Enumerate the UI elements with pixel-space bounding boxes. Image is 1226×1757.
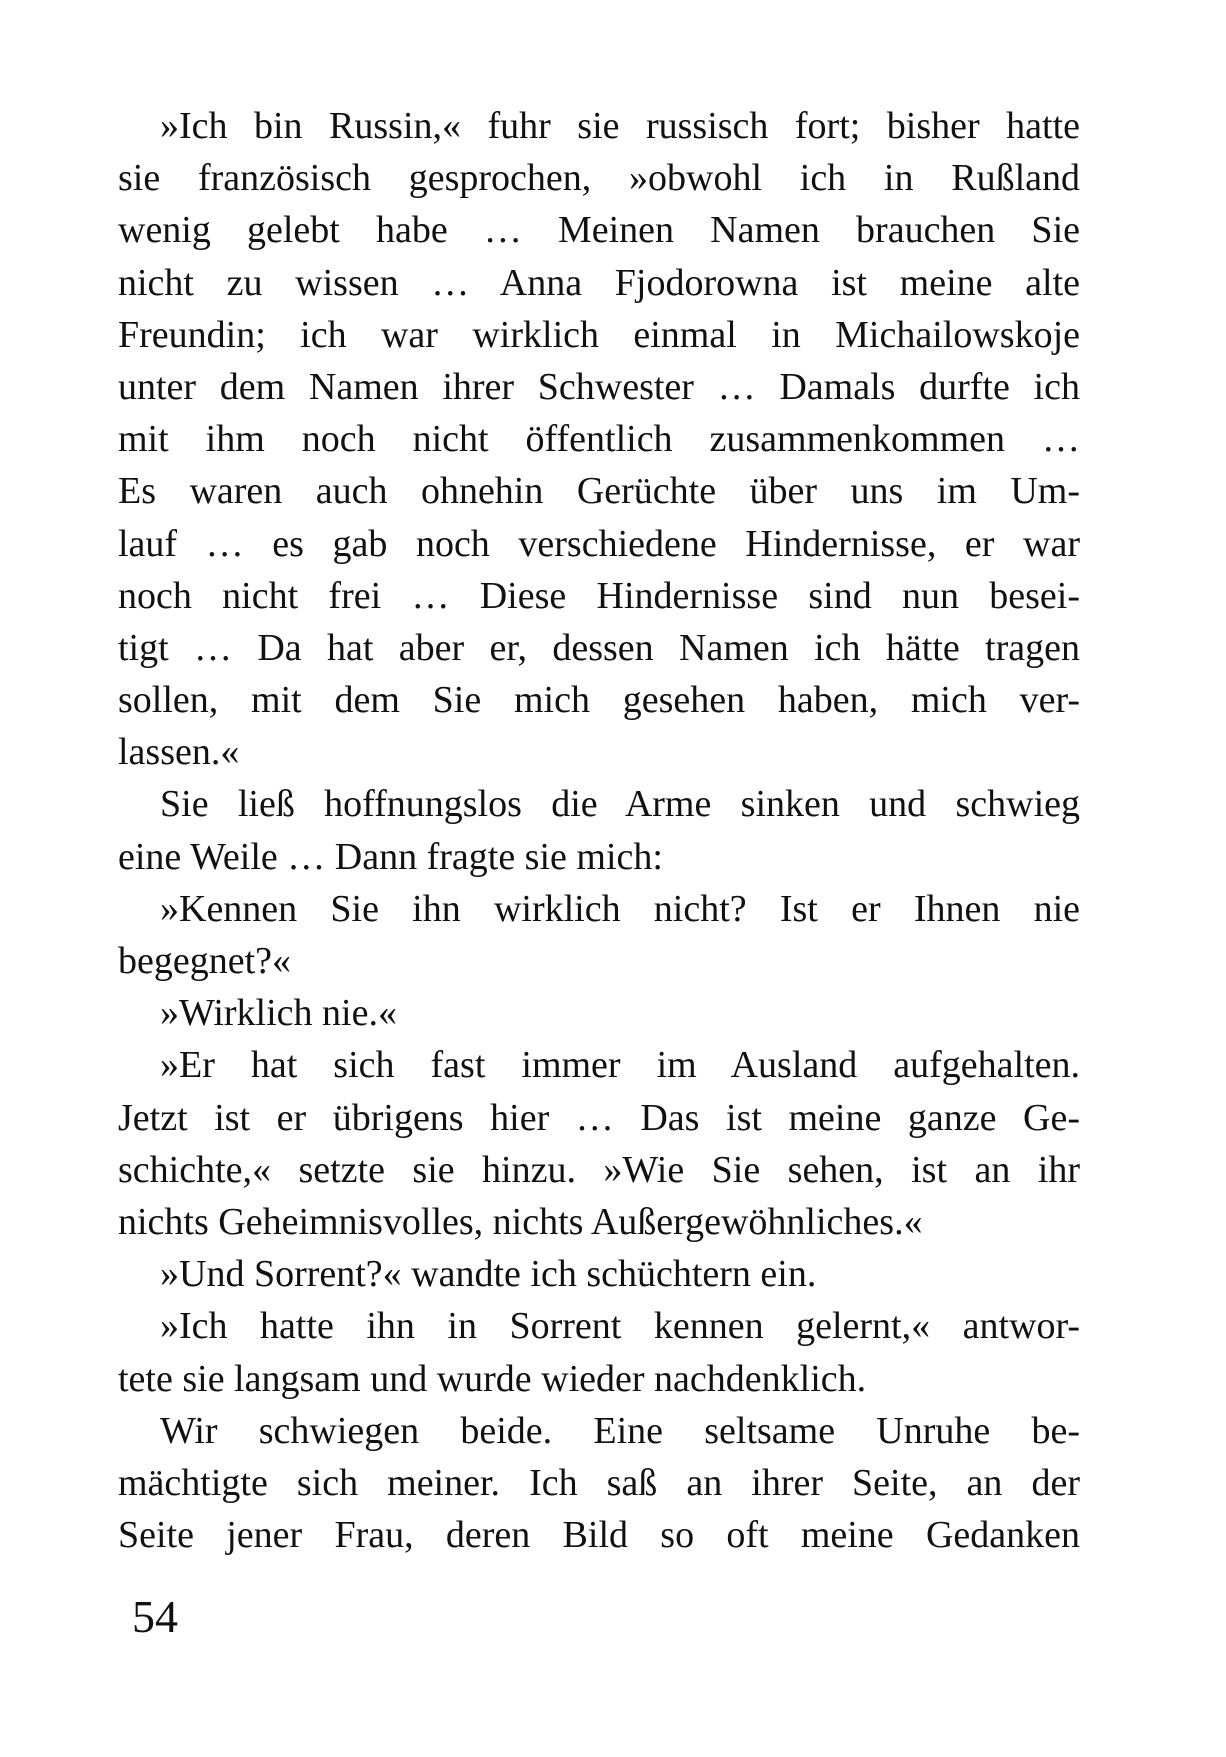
text-line: »Wirklich nie.« [160,992,397,1035]
text-line: wenig gelebt habe … Meinen Namen brauchen Sie [118,209,1080,252]
text-line: nicht zu wissen … Anna Fjodorowna ist meine alte [118,261,1080,304]
text-line: »Er hat sich fast immer im Ausland aufgehalten. [160,1044,1080,1087]
text-line: Es waren auch ohnehin Gerüchte über uns im Um- [118,470,1080,513]
text-line: sie französisch gesprochen, »obwohl ich in Rußland [118,157,1080,200]
text-line: noch nicht frei … Diese Hindernisse sind nun besei- [118,574,1080,617]
text-line: tete sie langsam und wurde wieder nachdenklich. [118,1357,867,1400]
text-line: Freundin; ich war wirklich einmal in Michailowskoje [118,313,1080,356]
text-line: lauf … es gab noch verschiedene Hindernisse, er war [118,522,1080,565]
text-line: tigt … Da hat aber er, dessen Namen ich hätte tragen [118,626,1080,669]
text-line: lassen.« [118,731,240,774]
text-line: »Ich hatte ihn in Sorrent kennen gelernt,« antwor- [160,1305,1080,1348]
page-body-text [118,100,1080,1561]
text-line: unter dem Namen ihrer Schwester … Damals durfte ich [118,365,1080,408]
text-line: nichts Geheimnisvolles, nichts Außergewöhnliches.« [118,1200,923,1243]
text-line: mit ihm noch nicht öffentlich zusammenkommen … [118,418,1080,461]
text-line: »Ich bin Russin,« fuhr sie russisch fort; bisher hatte [160,105,1080,147]
text-line: »Und Sorrent?« wandte ich schüchtern ein. [160,1253,817,1296]
text-line: Sie ließ hoffnungslos die Arme sinken und schwieg [160,783,1080,826]
text-line: eine Weile … Dann fragte sie mich: [118,835,663,878]
page-number: 54 [132,1591,178,1642]
text-line: mächtigte sich meiner. Ich saß an ihrer Seite, an der [118,1461,1080,1504]
text-line: Wir schwiegen beide. Eine seltsame Unruhe be- [160,1409,1080,1452]
text-line: sollen, mit dem Sie mich gesehen haben, mich ver- [118,679,1080,722]
text-line: begegnet?« [118,940,292,982]
text-line: Jetzt ist er übrigens hier … Das ist meine ganze Ge- [118,1096,1080,1139]
text-line: Seite jener Frau, deren Bild so oft meine Gedanken [118,1514,1080,1557]
text-line: »Kennen Sie ihn wirklich nicht? Ist er Ihnen nie [160,887,1080,930]
text-line: schichte,« setzte sie hinzu. »Wie Sie sehen, ist an ihr [118,1148,1080,1191]
